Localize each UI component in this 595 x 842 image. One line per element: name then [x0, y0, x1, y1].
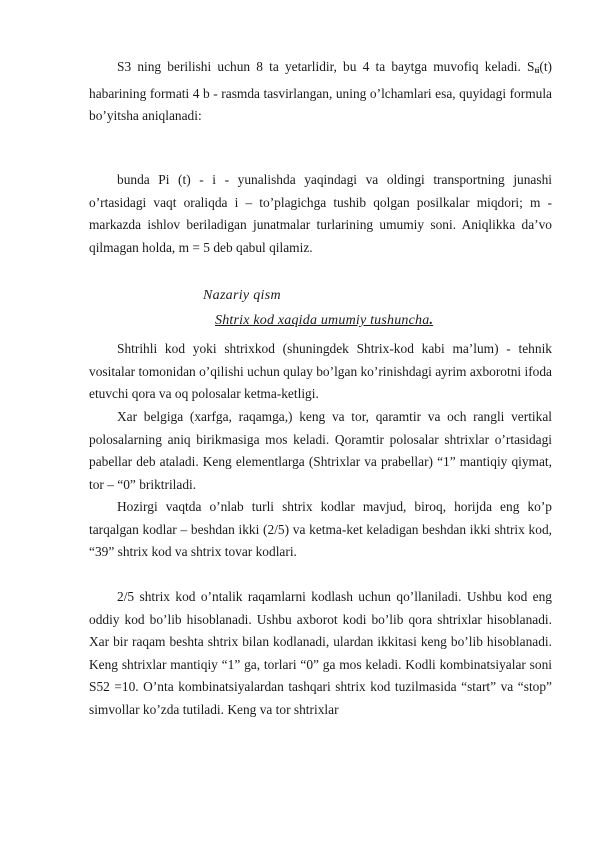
- paragraph-2-5-code: 2/5 shtrix kod o’ntalik raqamlarni kodlash uchun qo’llaniladi. Ushbu kod eng oddiy kod bo’lib hisoblanadi. Ushbu axborot kodi bo’lib qora shtrixlar hisoblanadi. Xar bir raqam beshta shtrix bilan kodlanadi, ulardan ikkitasi keng bo’lib hisoblanadi. Keng shtrixlar mantiqiy “1” ga, torlari “0” ga mos keladi. Kodli kombinatsiyalar soni S52 =10. O’nta kombinatsiyalardan tashqari shtrix kod tuzilmasida “start” va “stop” simvollar ko’zda tutiladi. Keng va tor shtrixlar: [89, 589, 552, 717]
- paragraph-s3-bytes-text-after: (t) habarining formati 4 b - rasmda tasvirlangan, uning o’lchamlari esa, quyidagi formula bo’yitsha aniqlanadi:: [89, 59, 552, 123]
- paragraph-s3-bytes: [89, 56, 552, 128]
- section-heading-barcode-text: Shtrix kod xaqida umumiy tushuncha: [215, 313, 430, 328]
- paragraph-formula-explanation: bunda Pi (t) - i - yunalishda yaqindagi va oldingi transportning junashi o’rtasidagi vaqt oraliqda i – to’plagichga tushib qolgan posilkalar miqdori; m - markazda ishlov beriladigan junatmalar turlarining umumiy soni. Aniqlikka da’vo qilmagan holda, m = 5 deb qabul qilamiz.: [89, 172, 552, 255]
- paragraph-s3-bytes-text-before: S3 ning berilishi uchun 8 ta yetarlidir, bu 4 ta baytga muvofiq keladi. S: [117, 59, 535, 74]
- section-heading-barcode: [215, 313, 433, 329]
- paragraph-barcode-types: Hozirgi vaqtda o’nlab turli shtrix kodlar mavjud, biroq, horijda eng ko’p tarqalgan kodlar – beshdan ikki (2/5) va ketma-ket keladigan beshdan ikki shtrix kod, “39” shtrix kod va shtrix tovar kodlari.: [89, 499, 552, 559]
- section-heading-theory: Nazariy qism: [203, 288, 281, 303]
- section-heading-barcode-dot: .: [429, 313, 434, 328]
- subscript-ti: ti: [534, 66, 540, 75]
- paragraph-barcode-definition: Shtrihli kod yoki shtrixkod (shuningdek Shtrix-kod kabi ma’lum) - tehnik vositalar tomonidan o’qilishi uchun qulay bo’lgan ko’rinishdagi ayrim axborotni ifoda etuvchi qora va oq polosalar ketma-ketligi.: [89, 341, 553, 401]
- paragraph-barcode-elements: Xar belgiga (xarfga, raqamga,) keng va tor, qaramtir va och rangli vertikal polosalarning aniq birikmasiga mos keladi. Qoramtir polosalar shtrixlar o’rtasidagi pabellar deb ataladi. Keng elementlarga (Shtrixlar va prabellar) “1” mantiqiy qiymat, tor – “0” briktriladi.: [89, 409, 552, 492]
